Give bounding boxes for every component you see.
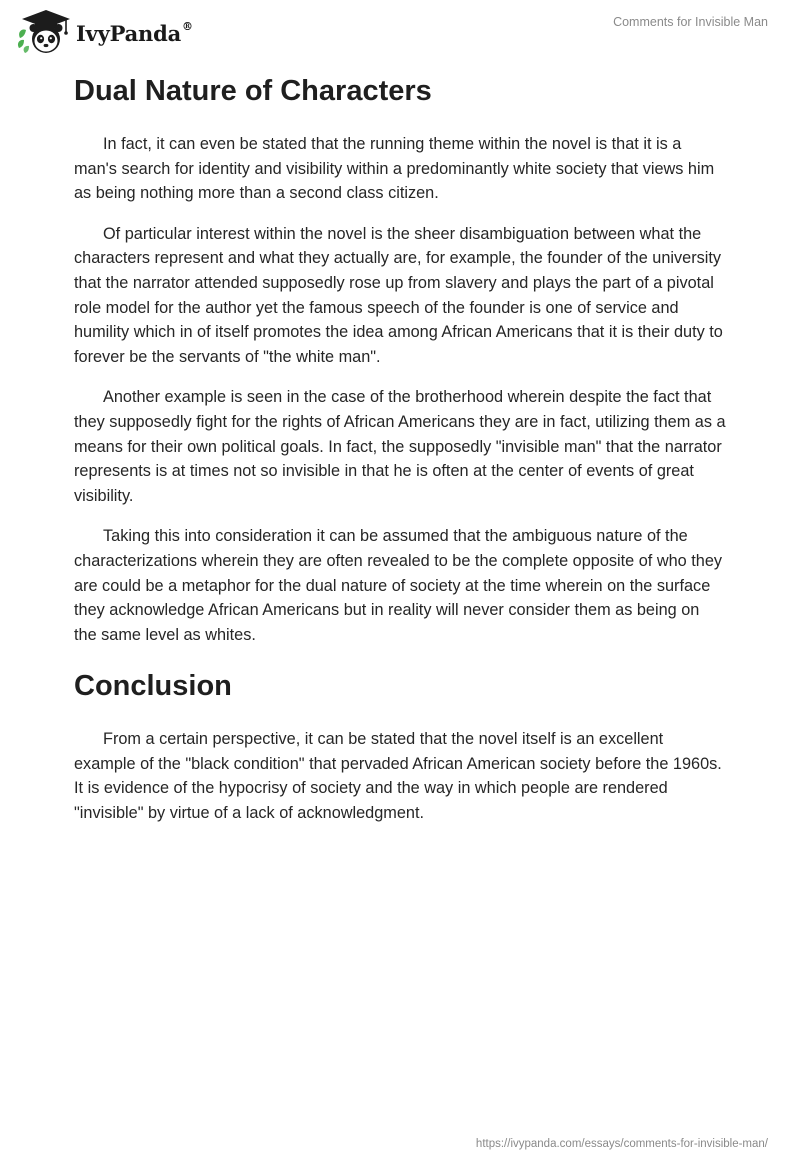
- registered-mark: ®: [182, 19, 193, 33]
- section-heading: Conclusion: [74, 670, 232, 703]
- paragraph: In fact, it can even be stated that the running theme within the novel is that it is a man's search for identity and visibility within a predominantly white society that views him as being nothing more than a second class citizen.: [74, 135, 715, 203]
- brand-name: IvyPanda®: [76, 19, 193, 46]
- paragraph: Of particular interest within the novel is the sheer disambiguation between what the characters represent and what they actually are, for example, the founder of the university that the narrator attended supposedly rose up from slavery and plays the part of a pivotal role model for the author yet the famous speech of the founder is one of service and humility which in of itself promotes the idea among African Americans that it is their duty to forever be the servants of "the white man".: [74, 224, 723, 366]
- ivypanda-logo[interactable]: [16, 8, 193, 56]
- panda-graduation-cap-icon: [16, 8, 74, 56]
- essay-content: [74, 72, 726, 842]
- page-header: [0, 0, 800, 60]
- source-url[interactable]: https://ivypanda.com/essays/comments-for-invisible-man/: [475, 1138, 768, 1150]
- document-header-title: Comments for Invisible Man: [613, 15, 768, 29]
- paragraph: Another example is seen in the case of the brotherhood wherein despite the fact that they supposedly fight for the rights of African Americans they are in fact, utilizing them as a means for their own political goals. In fact, the supposedly "invisible man" that the narrator represents is at times not so invisible in that he is often at the center of events of great visibility.: [74, 388, 726, 505]
- paragraph: Taking this into consideration it can be assumed that the ambiguous nature of the characterizations wherein they are often revealed to be the complete opposite of who they are could be a metaphor for the dual nature of society at the time wherein on the surface they acknowledge African Americans but in reality will never consider them as being on the same level as whites.: [74, 527, 723, 644]
- section-heading: Dual Nature of Characters: [74, 75, 432, 107]
- paragraph: From a certain perspective, it can be stated that the novel itself is an excellent example of the "black condition" that pervaded African American society before the 1960s. It is evidence of the hypocrisy of society and the way in which people are rendered "invisible" by virtue of a lack of acknowledgment.: [74, 730, 722, 823]
